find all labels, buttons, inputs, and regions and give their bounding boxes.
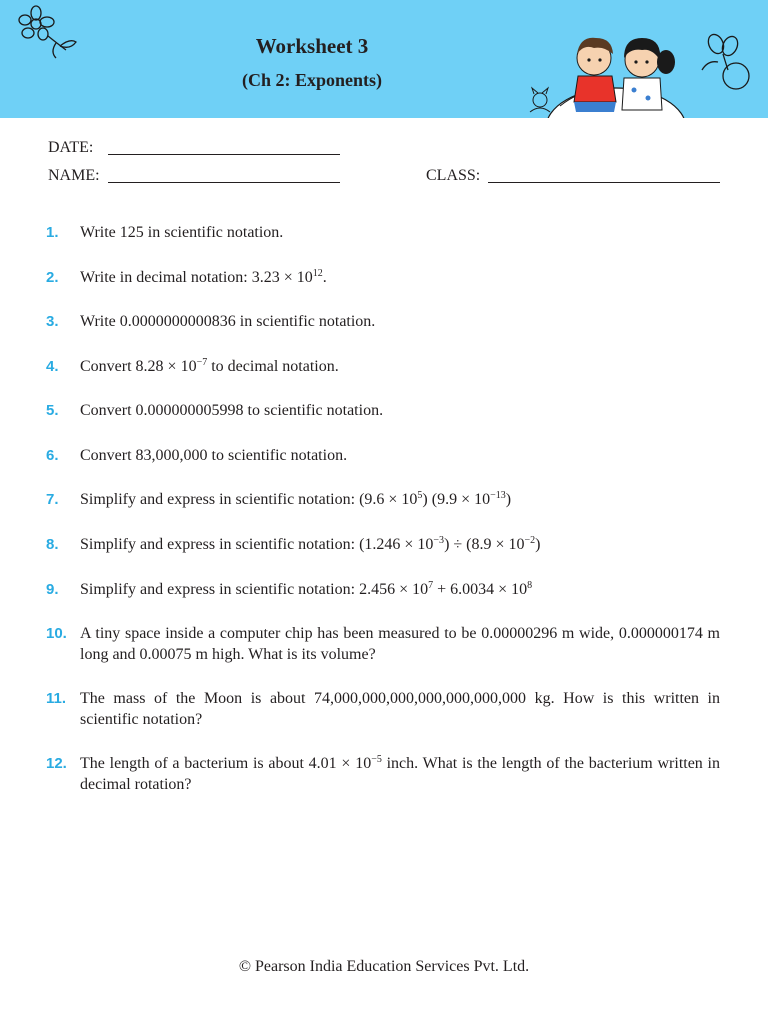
exponent: 7 — [428, 580, 434, 591]
question-number: 2. — [46, 269, 59, 286]
question-text-segment: Simplify and express in scientific notation: (9.6 × 10 — [80, 491, 418, 508]
worksheet-title: Worksheet 3 — [255, 34, 369, 58]
question-text-segment: ) (9.9 × 10 — [422, 491, 491, 508]
question-number: 1. — [46, 224, 59, 241]
class-label: CLASS: — [426, 167, 481, 184]
question-number: 9. — [46, 581, 59, 598]
question-text-segment: . — [322, 269, 327, 286]
worksheet-header — [0, 0, 768, 118]
question-text-segment: Convert 0.000000005998 to scientific notation. — [80, 402, 384, 419]
question-number: 7. — [46, 491, 59, 508]
question-text-segment: The length of a bacterium is about 4.01 × 10 — [80, 755, 372, 772]
question-text-segment: Write in decimal notation: 3.23 × 10 — [80, 269, 313, 286]
question-text — [80, 268, 720, 289]
question-text-segment: to decimal notation. — [207, 358, 339, 375]
question-number: 11. — [46, 690, 67, 707]
question-number: 5. — [46, 402, 59, 419]
question-text-segment: ) — [505, 491, 512, 508]
exponent: −3 — [433, 535, 445, 546]
date-label: DATE: — [48, 139, 94, 156]
question-text-segment: A tiny space inside a computer chip has been measured to be 0.00000296 m wide, 0.000000174 m long and 0.00075 m high. What is its volume? — [80, 625, 720, 663]
question-number: 12. — [46, 755, 67, 772]
date-field[interactable] — [108, 154, 340, 155]
question-text-segment: The mass of the Moon is about 74,000,000,000,000,000,000,000 kg. How is this written in scientific notation? — [80, 690, 720, 728]
question-text-segment: Simplify and express in scientific notation: (1.246 × 10 — [80, 536, 434, 553]
copyright-footer: © Pearson India Education Services Pvt. Ltd. — [238, 958, 530, 975]
exponent: 5 — [417, 490, 423, 501]
exponent: −13 — [490, 490, 506, 501]
worksheet-subtitle: (Ch 2: Exponents) — [241, 70, 383, 90]
exponent: 8 — [527, 580, 533, 591]
name-field[interactable] — [108, 182, 340, 183]
question-number: 4. — [46, 358, 59, 375]
exponent: −5 — [371, 754, 382, 765]
question-text-segment: ) — [535, 536, 541, 553]
question-text — [80, 401, 720, 422]
exponent: −7 — [196, 357, 208, 368]
question-text-segment: Convert 8.28 × 10 — [80, 358, 197, 375]
question-text — [80, 624, 720, 665]
question-number: 3. — [46, 313, 59, 330]
question-text-segment: Write 0.0000000000836 in scientific notation. — [80, 313, 376, 330]
question-text-segment: Convert 83,000,000 to scientific notation. — [80, 447, 348, 464]
question-text — [80, 580, 720, 601]
question-text-segment: ) ÷ (8.9 × 10 — [444, 536, 525, 553]
name-label: NAME: — [48, 167, 100, 184]
question-text — [80, 223, 720, 244]
leaf-doodle-icon — [698, 30, 762, 96]
question-text — [80, 689, 720, 730]
question-text-segment: Simplify and express in scientific notation: 2.456 × 10 — [80, 581, 429, 598]
question-text — [80, 490, 720, 511]
question-text — [80, 754, 720, 795]
question-number: 10. — [46, 625, 67, 642]
question-text — [80, 535, 720, 556]
question-number: 6. — [46, 447, 59, 464]
question-text — [80, 446, 720, 467]
question-text — [80, 312, 720, 333]
question-text-segment: inch. What is the length of the bacterium written in decimal rotation? — [80, 755, 720, 793]
question-text-segment: + 6.0034 × 10 — [433, 581, 528, 598]
exponent: −2 — [524, 535, 536, 546]
exponent: 12 — [312, 268, 323, 279]
question-text — [80, 357, 720, 378]
question-number: 8. — [46, 536, 59, 553]
question-text-segment: Write 125 in scientific notation. — [80, 224, 284, 241]
class-field[interactable] — [488, 182, 720, 183]
